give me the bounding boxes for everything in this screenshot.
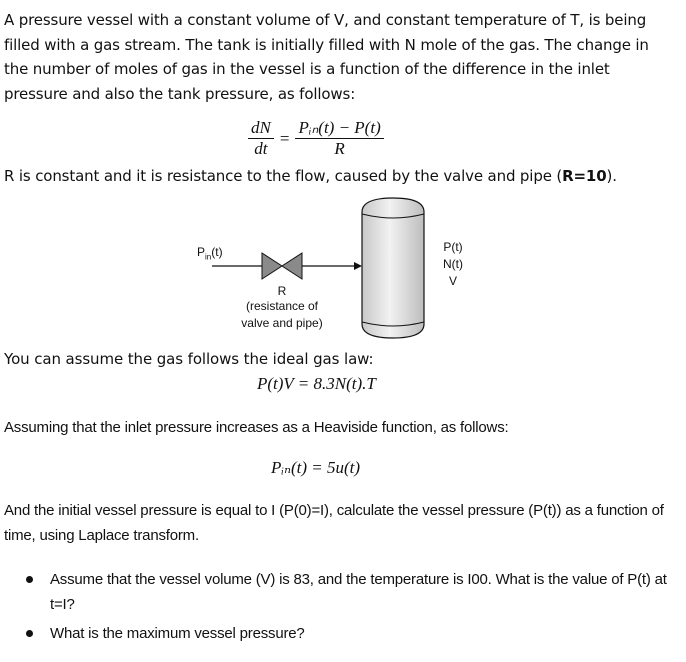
bullet-icon	[26, 630, 33, 637]
valve-description-line-2: valve and pipe)	[241, 316, 323, 330]
tank-pressure-label: P(t)	[443, 240, 463, 254]
lhs-denominator: dt	[254, 139, 268, 158]
lhs-fraction	[248, 118, 274, 159]
pressure-vessel-diagram	[0, 190, 686, 350]
heaviside-equation: Pᵢₙ(t) = 5u(t)	[271, 458, 361, 477]
rhs-numerator: Pᵢₙ(t) − P(t)	[295, 118, 383, 139]
resistance-paragraph	[4, 164, 676, 189]
valve-label: R	[277, 284, 287, 298]
resistance-text-end: ).	[606, 167, 617, 185]
question-text: What is the maximum vessel pressure?	[50, 625, 305, 642]
rhs-denominator: R	[334, 139, 345, 158]
tank-icon	[362, 198, 424, 338]
tank-moles-label: N(t)	[443, 257, 463, 271]
valve-left-icon	[262, 253, 282, 279]
ideal-gas-equation: P(t)V = 8.3N(t).T	[257, 374, 376, 393]
equals-sign: =	[279, 128, 290, 148]
ideal-gas-paragraph: You can assume the gas follows the ideal gas law:	[4, 350, 374, 368]
tank-volume-label: V	[448, 274, 457, 288]
intro-paragraph: A pressure vessel with a constant volume of V, and constant temperature of T, is being filled with a gas stream. The tank is initially filled with N mole of the gas. The change in the number of moles of gas in the vessel is a function of the difference in the inlet pressure and also the tank pressure, as follows:	[4, 11, 649, 103]
resistance-value: R=10	[562, 167, 607, 185]
arrow-head-icon	[354, 262, 362, 270]
lhs-numerator: dN	[248, 118, 274, 139]
question-list	[22, 567, 672, 650]
initial-condition-paragraph: And the initial vessel pressure is equal to I (P(0)=I), calculate the vessel pressure (P(t)) as a function of time, using Laplace transform.	[4, 502, 664, 544]
bullet-icon	[26, 576, 33, 583]
valve-right-icon	[282, 253, 302, 279]
heaviside-paragraph: Assuming that the inlet pressure increases as a Heaviside function, as follows:	[4, 419, 509, 436]
rhs-fraction	[295, 118, 383, 159]
valve-description-line-1: (resistance of	[245, 299, 319, 313]
inlet-pressure-label: $P_{in}(t)$	[197, 245, 223, 262]
question-text: Assume that the vessel volume (V) is 83, and the temperature is I00. What is the value of P(t) at t=I?	[50, 571, 667, 613]
rate-equation	[248, 118, 384, 159]
question-item	[22, 621, 672, 646]
question-item	[22, 567, 672, 617]
resistance-text: R is constant and it is resistance to the flow, caused by the valve and pipe (	[4, 167, 563, 185]
